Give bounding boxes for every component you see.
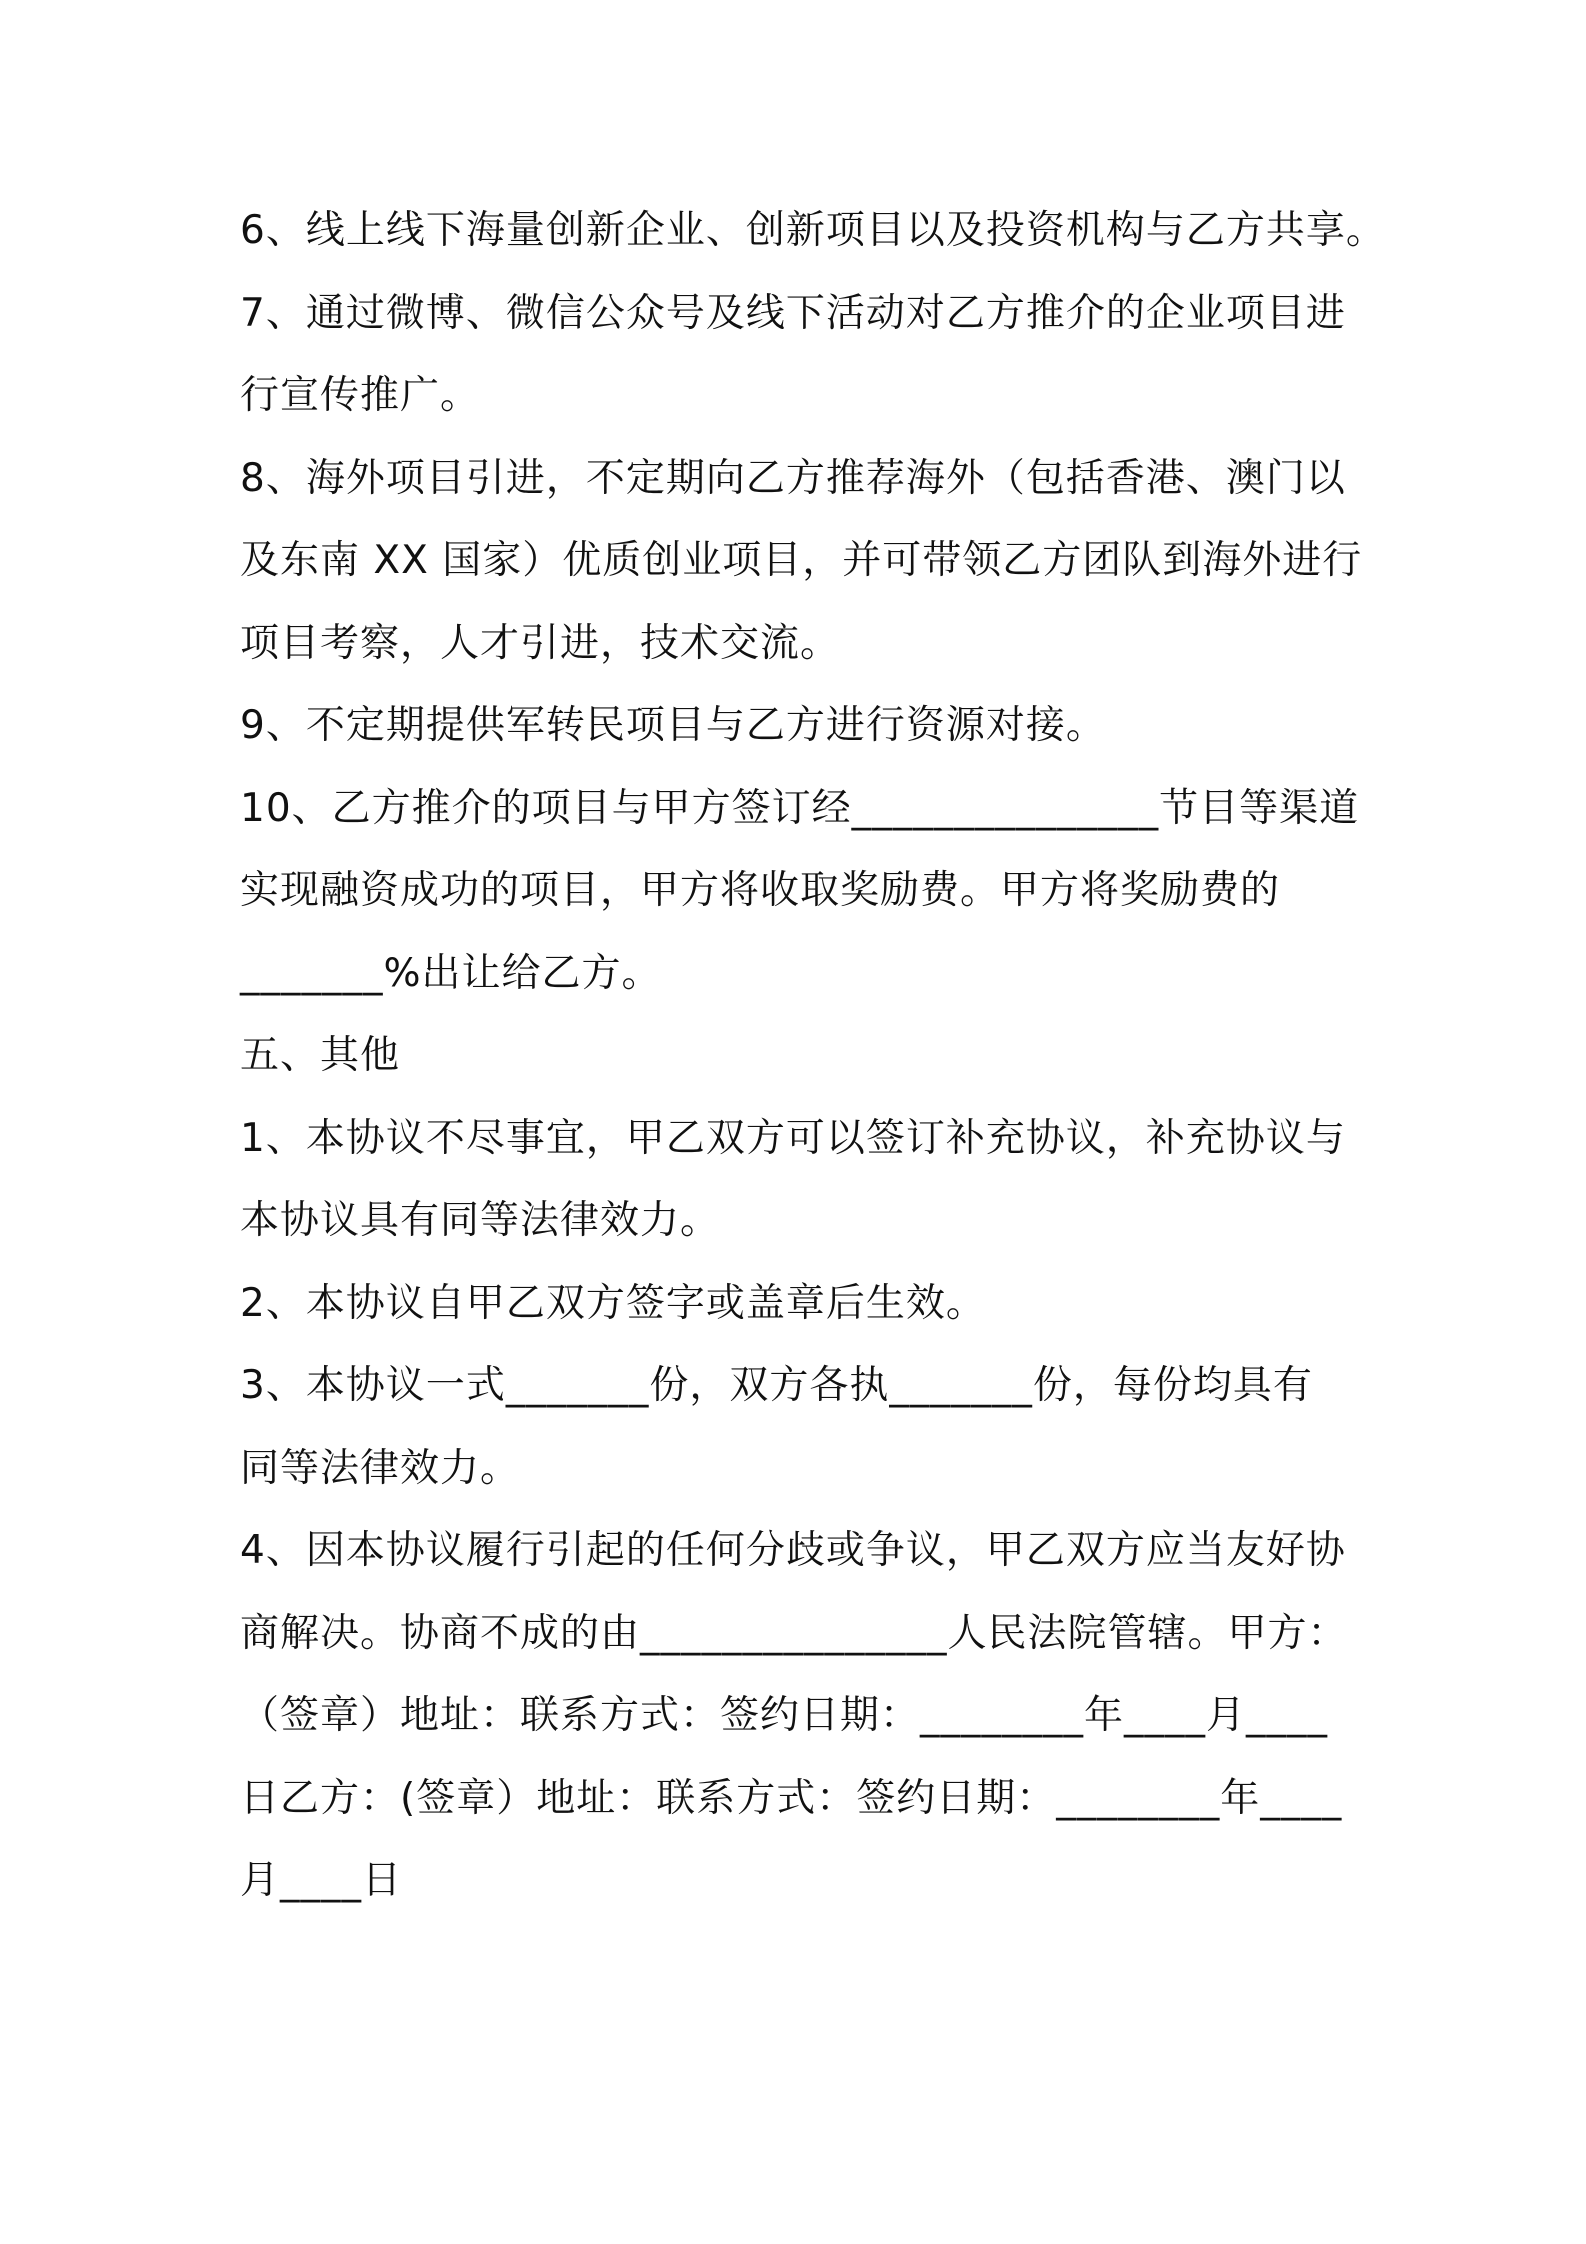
document-body	[240, 190, 1386, 1923]
signature-line: 月____日	[240, 1858, 403, 1903]
clause-line: 7、通过微博、微信公众号及线下活动对乙方推介的企业项目进	[240, 290, 1346, 336]
clause-line: 实现融资成功的项目，甲方将收取奖励费。甲方将奖励费的	[240, 868, 1281, 913]
clause-line: 行宣传推广。	[240, 373, 481, 418]
signature-line: （签章）地址：联系方式：签约日期：________年____月____	[240, 1693, 1329, 1738]
clause-line: 同等法律效力。	[240, 1445, 521, 1491]
clause-line: 4、因本协议履行引起的任何分歧或争议，甲乙双方应当友好协	[240, 1528, 1346, 1573]
clause-line: 项目考察，人才引进，技术交流。	[240, 620, 841, 666]
signature-line: 日乙方：(签章）地址：联系方式：签约日期：________年____	[240, 1775, 1343, 1821]
clause-line: 本协议具有同等法律效力。	[240, 1198, 721, 1243]
clause-line: 3、本协议一式_______份，双方各执_______份，每份均具有	[240, 1363, 1313, 1408]
clause-line: 2、本协议自甲乙双方签字或盖章后生效。	[240, 1280, 986, 1326]
clause-line: 6、线上线下海量创新企业、创新项目以及投资机构与乙方共享。	[240, 208, 1386, 253]
clause-line: 商解决。协商不成的由_______________人民法院管辖。甲方：	[240, 1610, 1348, 1656]
clause-line: _______%出让给乙方。	[240, 950, 662, 996]
clause-line: 及东南 XX 国家）优质创业项目，并可带领乙方团队到海外进行	[240, 538, 1363, 583]
section-heading: 五、其他	[240, 1033, 401, 1078]
clause-line: 9、不定期提供军转民项目与乙方进行资源对接。	[240, 703, 1106, 748]
clause-line: 1、本协议不尽事宜，甲乙双方可以签订补充协议，补充协议与	[240, 1115, 1346, 1161]
clause-line: 10、乙方推介的项目与甲方签订经_______________节目等渠道	[240, 785, 1360, 831]
clause-line: 8、海外项目引进，不定期向乙方推荐海外（包括香港、澳门以	[240, 455, 1346, 501]
